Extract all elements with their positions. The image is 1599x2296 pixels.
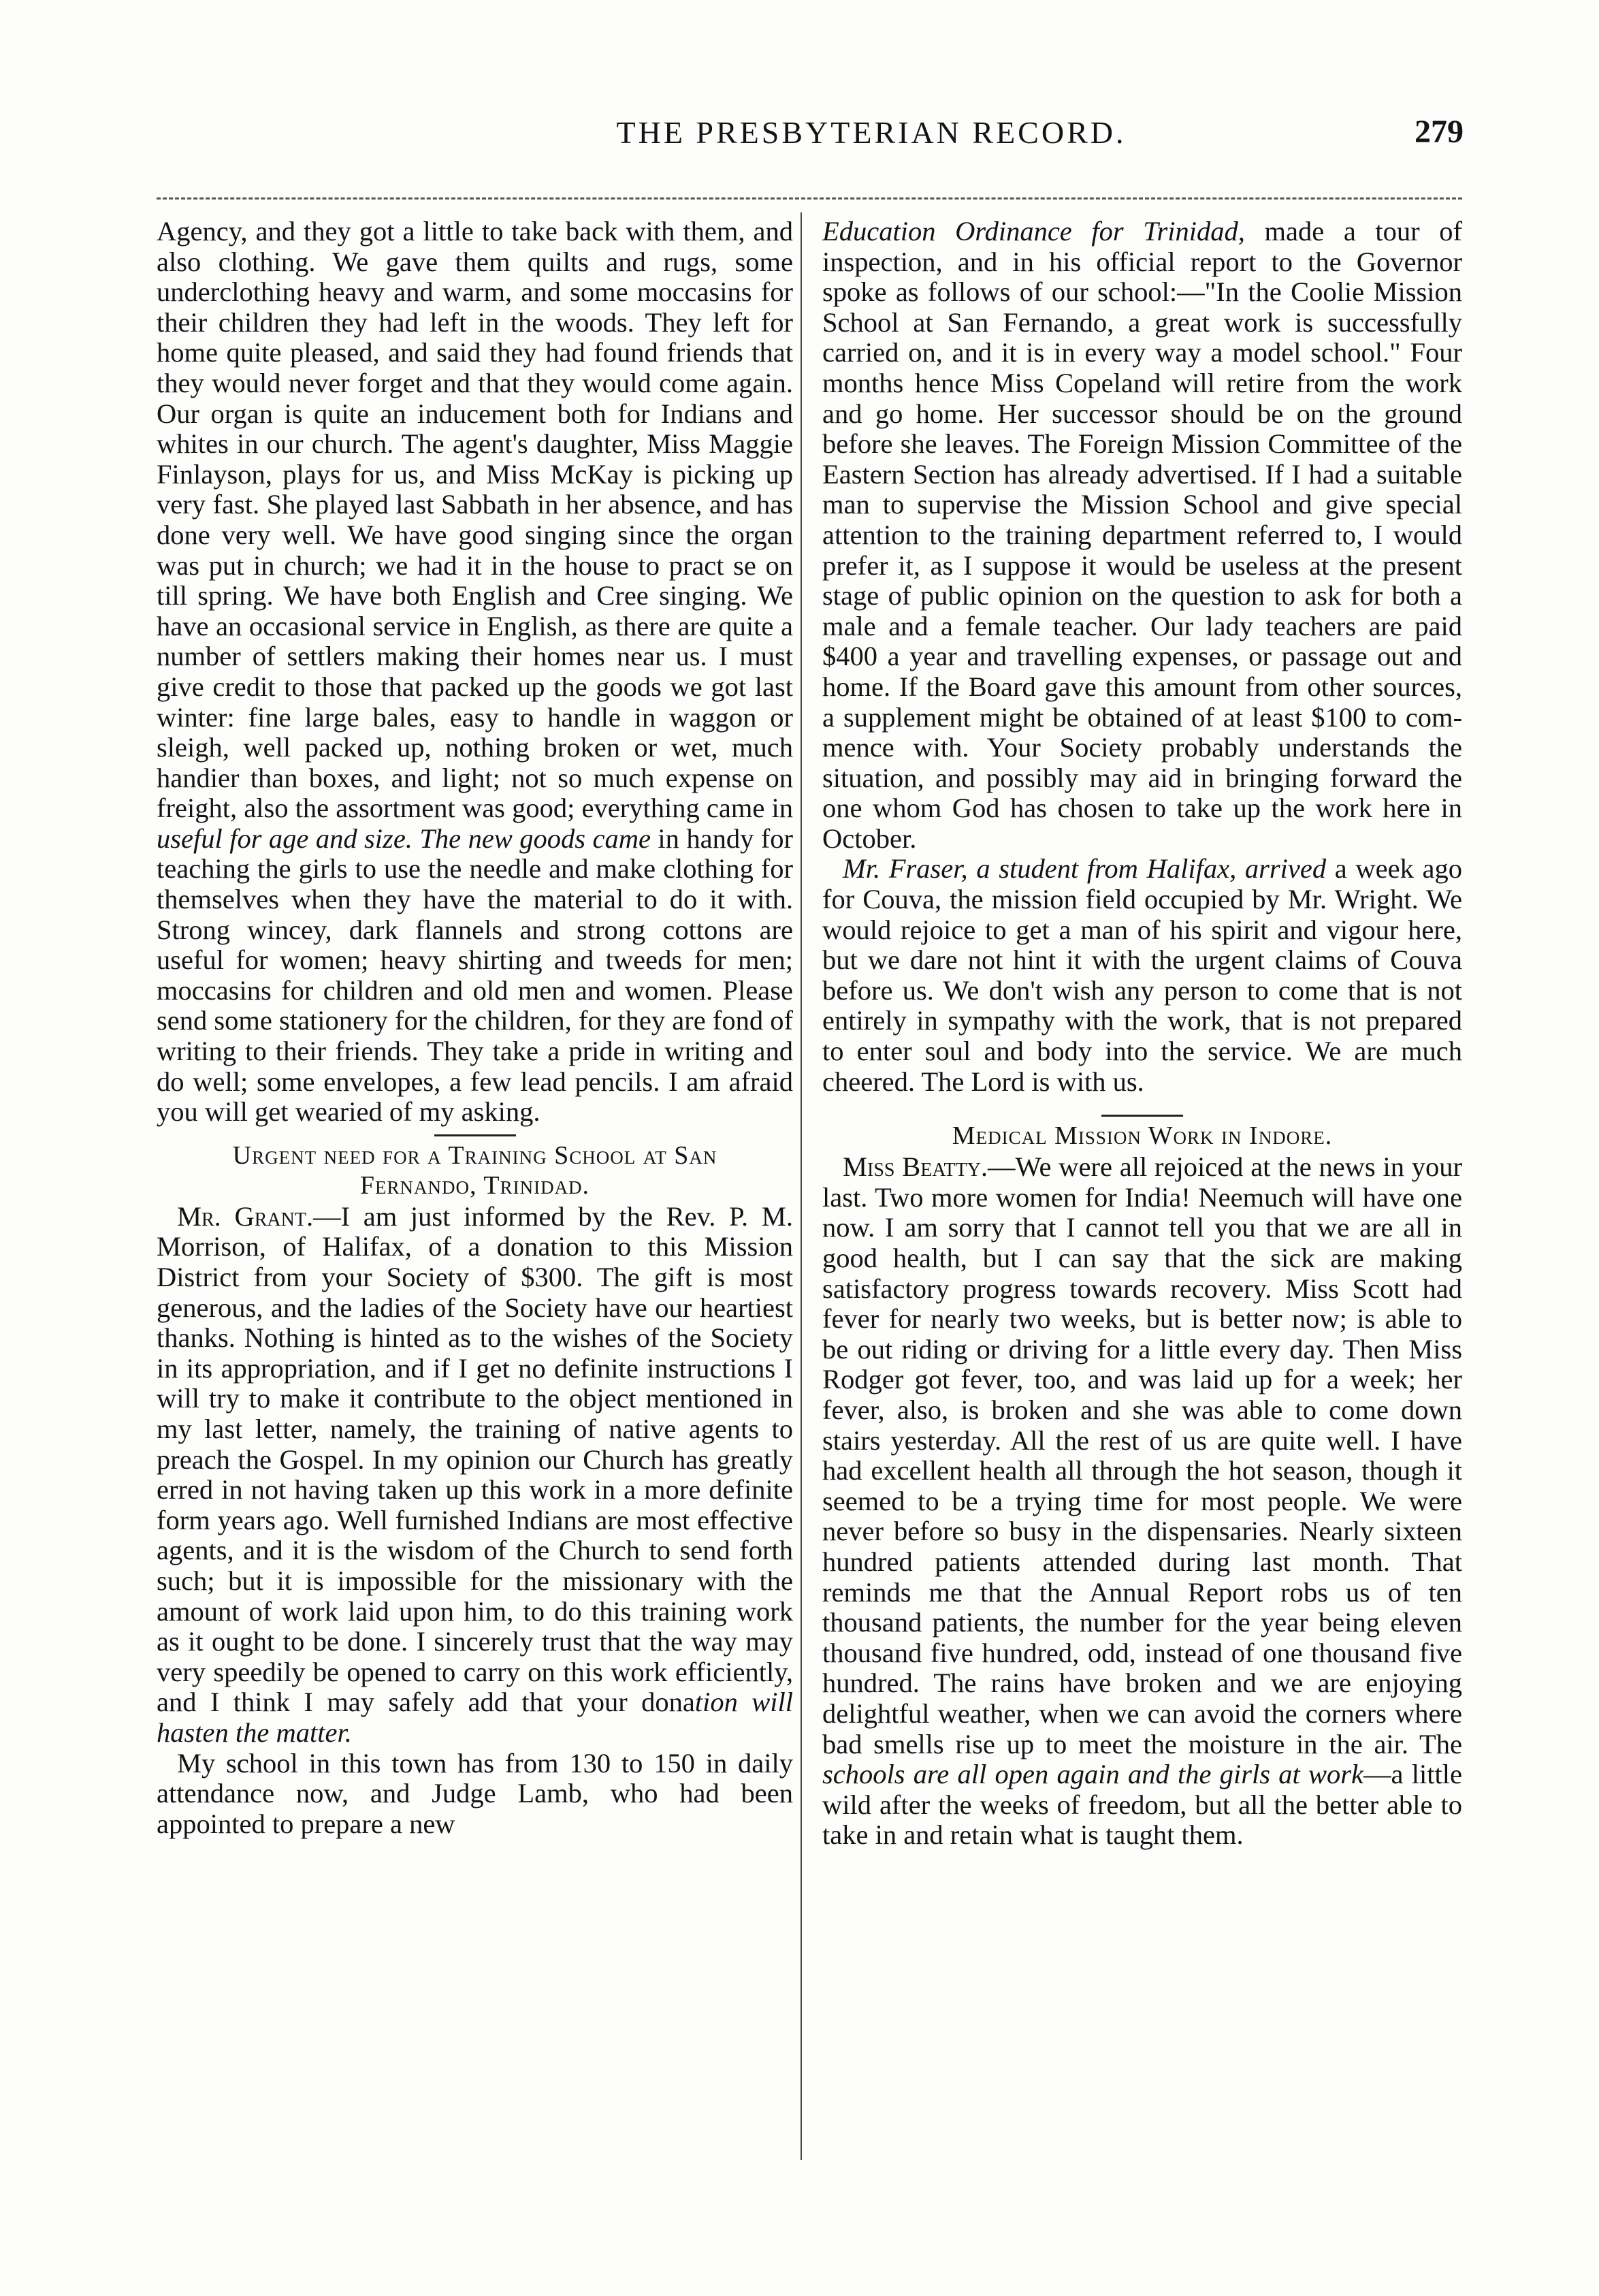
heading-line: Urgent need for a Training School at San — [232, 1141, 717, 1170]
paragraph-text: —I am just informed by the Rev. P. M. Morrison, of Halifax, of a donation to this Mission District from your Society of $300. The gift is most generous, and the ladies of the Society have our heartiest thanks. Nothing is hinted as to the wishes of the Society in its appropriation, and if I get no definite instructions I will try to make it contribute to the object mentioned in my last letter, namely, the training of native agents to preach the Gospel. In my opinion our Church has greatly erred in not having taken up this work in a more definite form years ago. Well furnished Indians are most effective agents, and it is the wisdom of the Church to send forth such; but it is impossible for the missionary with the amount of work laid upon him, to do this training work as it ought to be done. I sincerely trust that the way may very speedily be opened to carry on this work efficiently, and I think I may safely add that your dona — [157, 1200, 793, 1718]
paragraph — [157, 1202, 793, 1749]
column-divider — [801, 212, 802, 2160]
left-column — [157, 217, 793, 1839]
paragraph-text: made a tour of inspection, and in his official report to the Governor spoke as follows of our school:—"In the Coolie Mission School at San Fernando, a great work is successfully carried on, and it is in every way a model school." Four months hence Miss Copeland will retire from the work and go home. Her successor should be on the ground before she leaves. The Foreign Mission Committee of the Eastern Section has already advertised. If I had a suitable man to supervise the Mission School and give special attention to the training department referred to, I would prefer it, as I suppose it would be useless at the present stage of public opinion on the question to ask for both a male and a female teacher. Our lady teachers are paid $400 a year and travelling expenses, or passage out and home. If the Board gave this amount from other sources, a supplement might be obtained of at least $100 to commence with. Your Society probably understands the situation, and possibly may aid in bringing forward the one whom God has chosen to take up the work here in October. — [822, 216, 1463, 854]
paragraph — [822, 854, 1462, 1097]
heading-line: Fernando, Trinidad. — [359, 1170, 590, 1200]
paragraph — [157, 217, 793, 1128]
paragraph-text: —We were all rejoiced at the news in your last. Two more women for India! Neemuch will have one now. I am sorry that I cannot tell you that we are all in good health, but I can say that the sick are making satisfactory progress towards recovery. Miss Scott had fever for nearly two weeks, but is better now; is able to be out riding or driving for a little every day. Then Miss Rodger got fever, too, and was laid up for a week; her fever, also, is broken and she was able to come down stairs yesterday. All the rest of us are quite well. I have had excellent health all through the hot season, though it seemed to be a trying time for most people. We were never before so busy in the dispensaries. Nearly sixteen hundred patients attended during last month. That reminds me that the Annual Report robs us of ten thousand patients, the number for the year being eleven thousand five hundred, odd, instead of one thousand five hundred. The rains have broken and we are enjoying delightful weather, when we can avoid the corners where bad smells rise up to meet the moisture in the air. The — [822, 1151, 1462, 1759]
header-rule — [157, 197, 1462, 200]
right-column — [822, 217, 1462, 1851]
paragraph — [822, 217, 1462, 854]
speaker-name: Miss Beatty. — [843, 1151, 988, 1183]
section-heading — [822, 1121, 1462, 1151]
section-rule — [434, 1134, 516, 1136]
paragraph — [157, 1749, 793, 1840]
page-number: 279 — [1415, 114, 1464, 150]
paragraph-text: a week ago for Couva, the mission field occupied by Mr. Wright. We would rejoice to get a man of his spirit and vigour here, but we dare not hint it with the urgent claims of Couva before us. We don't wish any person to come that is not entirely in sympathy with the work, that is not prepared to enter soul and body into the service. We are much cheered. The Lord is with us. — [822, 853, 1462, 1097]
section-rule — [1101, 1115, 1183, 1117]
italic-text: Mr. Fraser, a student from Halifax, arrived — [843, 853, 1327, 884]
paragraph-text: Agency, and they got a little to take back with them, and also clothing. We gave them quilts and rugs, some underclothing heavy and warm, and some moccasins for their children they had left in the woods. They left for home quite pleased, and said they had found friends that they would never forget and that they would come again. Our organ is quite an inducement both for Indians and whites in our church. The agent's daughter, Miss Maggie Finlayson, plays for us, and Miss McKay is picking up very fast. She played last Sabbath in her absence, and has done very well. We have good singing since the organ was put in church; we had it in the house to pract se on till spring. We have both English and Cree singing. We have an occasional service in English, as there are quite a number of settlers making their homes near us. I must give credit to those that packed up the goods we got last winter: fine large bales, easy to handle in waggon or sleigh, well packed up, nothing broken or wet, much handier than boxes, and light; not so much expense on freight, also the assortment was good; everything came in — [157, 216, 793, 824]
page-title: THE PRESBYTERIAN RECORD. — [616, 115, 1127, 150]
italic-text: tion will hasten the matter. — [157, 1687, 793, 1748]
paragraph-text: in handy for teaching the girls to use the needle and make clothing for themselves when they have the material to do it with. Strong wincey, dark flannels and strong cottons are useful for women; heavy shirting and tweeds for men; moccasins for children and old men and women. Please send some stationery for the children, for they are fond of writing to their friends. They take a pride in writing and do well; some envelopes, a few lead pencils. I am afraid you will get wearied of my asking. — [157, 823, 793, 1128]
page-header — [157, 114, 1464, 162]
italic-text: Education Ordinance for Trinidad, — [822, 216, 1245, 246]
speaker-name: Mr. Grant. — [177, 1200, 314, 1232]
paragraph-text: My school in this town has from 130 to 150 in daily attendance now, and Judge Lamb, who had been appointed to prepare a new — [157, 1747, 793, 1839]
italic-text: schools are all open again and the girls at work — [822, 1759, 1364, 1790]
paragraph-text: —a little wild after the weeks of freedom, but all the better able to take in and retain what is taught them. — [822, 1759, 1462, 1851]
italic-text: useful for age and size. The new goods came — [157, 823, 651, 854]
paragraph — [822, 1152, 1462, 1851]
section-heading — [157, 1141, 793, 1200]
heading-line: Medical Mission Work in Indore. — [952, 1121, 1333, 1151]
